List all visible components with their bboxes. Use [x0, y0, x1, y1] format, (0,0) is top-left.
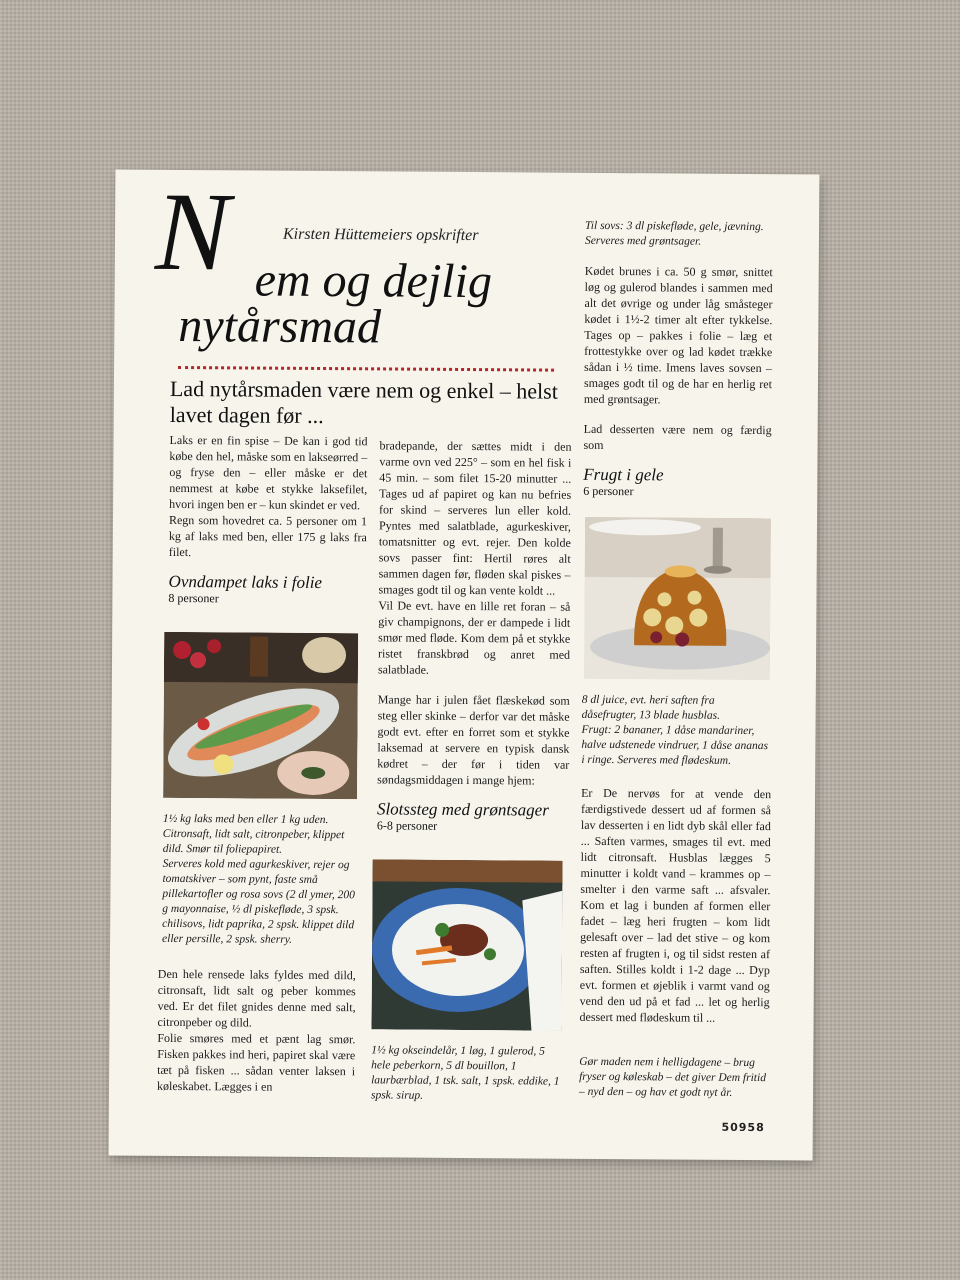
roast-photo [371, 859, 562, 1030]
salmon-method [157, 966, 356, 1095]
dessert-method-text: Er De nervøs for at vende den færdigstivede dessert ud af formen så lav desserten i en lidt dyb skål eller fad ... Saften varmes, smages til evt. med lidt citronsaft. Husblas lægges 5 minutter i koldt vand – krammes op – smelter i den varme saft ... afsvaler. Kom et lag i bunden af formen eller fadet – læg heri frugten – kom lidt gelesaft over – lad det stive – og kom resten af frugten i, og til sidst resten af saften. Stilles koldt i 1-2 dage ... Dyp evt. formen et øjeblik i varmt vand og vend den ud på et fad ... let og herlig dessert med flødeskum til ... [579, 785, 772, 1025]
dessert-intro: Lad desserten være nem og færdig som [583, 421, 772, 452]
dessert-ingredients-text: 8 dl juice, evt. heri saften fra dåsefrugter, 13 blade husblas. Frugt: 2 bananer, 1 dåse mandariner, halve udstenede vindruer, 1 dåse ananas i ringe. Serveres med flødeskum. [581, 693, 769, 767]
roast-ingredients-text: 1½ kg okseindelår, 1 løg, 1 gulerod, 5 hele peberkorn, 5 dl bouillon, 1 laurbærblad, 1 tsk. salt, 1 spsk. eddike, 1 spsk. sirup. [370, 1044, 560, 1102]
recipe-servings-roast: 6-8 personer [376, 818, 438, 833]
recipe-title-salmon: Ovndampet laks i folie [168, 571, 323, 593]
page-code: 50958 [721, 1120, 765, 1135]
roast-ingredients [371, 1043, 563, 1104]
column-2 [377, 437, 572, 840]
title-initial: N [154, 169, 231, 295]
dessert-ingredients [581, 693, 772, 769]
closing-note [579, 1055, 769, 1101]
title-line-2: nytårsmad [178, 298, 382, 354]
salmon-ingredients [162, 812, 359, 948]
meat-intro: Mange har i julen fået flæskekød som steg eller skinke – derfor var det måske godt evt. efter en forret som et stykke laksemad at servere en typisk dansk kødret – der før i tiden var søndagsmiddagen i mange hjem: [377, 692, 570, 788]
dessert-method [579, 785, 771, 1026]
title-line-1: em og dejlig [254, 253, 493, 309]
column-3 [583, 219, 773, 506]
dessert-photo [584, 517, 771, 680]
author-line: Kirsten Hüttemeiers opskrifter [282, 225, 479, 245]
recipe-title-roast: Slotssteg med grøntsager [376, 799, 549, 820]
column-1 [168, 432, 367, 613]
recipe-servings-salmon: 8 personer [168, 590, 219, 606]
salmon-method-cont: bradepande, der sættes midt i den varme ovn ved 225° – som en hel fisk i 45 min. – som filet 15-20 minutter ... Tages ud af papiret og kan nu befries for skind – serveres lun eller kold. Pyntes med salatblade, agurkeskiver, tomatsnitter og evt. rejer. Den kolde sovs passer fint: Hertil røres alt sammen dagen før, fløden skal piskes – smages godt til og kan vente koldt ... Vil De evt. have en lille ret foran – så giv champignons, der er dampede i lidt smør med fløde. Kom dem på et stykke ristet franskbrød og anret med salatblade. [377, 438, 572, 677]
salmon-method-text: Den hele rensede laks fyldes med dild, citronsaft, lidt salt og peber kommes ved. Er det filet gnides denne med salt, citronpeber og dild. Folie smøres med et pænt lag smør. Fisken pakkes ind heri, papiret skal være tæt på fisken ... sådan venter laksen i køleskabet. Lægges i en [157, 966, 356, 1094]
closing-note-text: Gør maden nem i helligdagene – brug fryser og køleskab – det giver Dem fritid – nyd den – og hav et godt nyt år. [578, 1055, 767, 1099]
recipe-title-dessert: Frugt i gele [583, 464, 664, 485]
salmon-photo [163, 632, 358, 799]
subtitle: Lad nytårsmaden være nem og enkel – helst lavet dagen før ... [169, 375, 558, 429]
recipe-servings-dessert: 6 personer [583, 483, 634, 499]
dotted-divider [178, 366, 554, 372]
magazine-page [109, 170, 820, 1161]
roast-method: Kødet brunes i ca. 50 g smør, snittet løg og gulerod blandes i sammen med alt det øvrige og under låg småsteger kødet i 1½-2 timer alt efter tykkelse. Tages op – pakkes i folie – læg et frottestykke over og lad kødet trække sådan i ½ time. Imens laves sovsen – smages godt til og de har en herlig ret med grøntsager. [583, 263, 773, 407]
salmon-ingredients-text: 1½ kg laks med ben eller 1 kg uden. Citronsaft, lidt salt, citronpeber, klippet dild. Smør til foliepapiret. Serveres kold med agurkeskiver, rejer og tomatskiver – som pynt, faste små pillekartofler og rosa sovs (2 dl ymer, 200 g mayonnaise, ½ dl piskefløde, 3 spsk. chilisovs, lidt paprika, 2 spsk. klippet dild eller persille, 2 spsk. sherry. [162, 812, 355, 946]
sauce-note: Til sovs: 3 dl piskefløde, gele, jævning. Serveres med grøntsager. [584, 219, 764, 248]
intro-text: Laks er en fin spise – De kan i god tid købe den hel, måske som en lakseørred – og fryse den – eller måske er det nemmest at købe et stykke laksefilet, hvori ingen ben er – kun skindet er ved. Regn som hovedret ca. 5 personer om 1 kg af laks med ben, eller 175 g laks fra filet. [168, 432, 368, 560]
